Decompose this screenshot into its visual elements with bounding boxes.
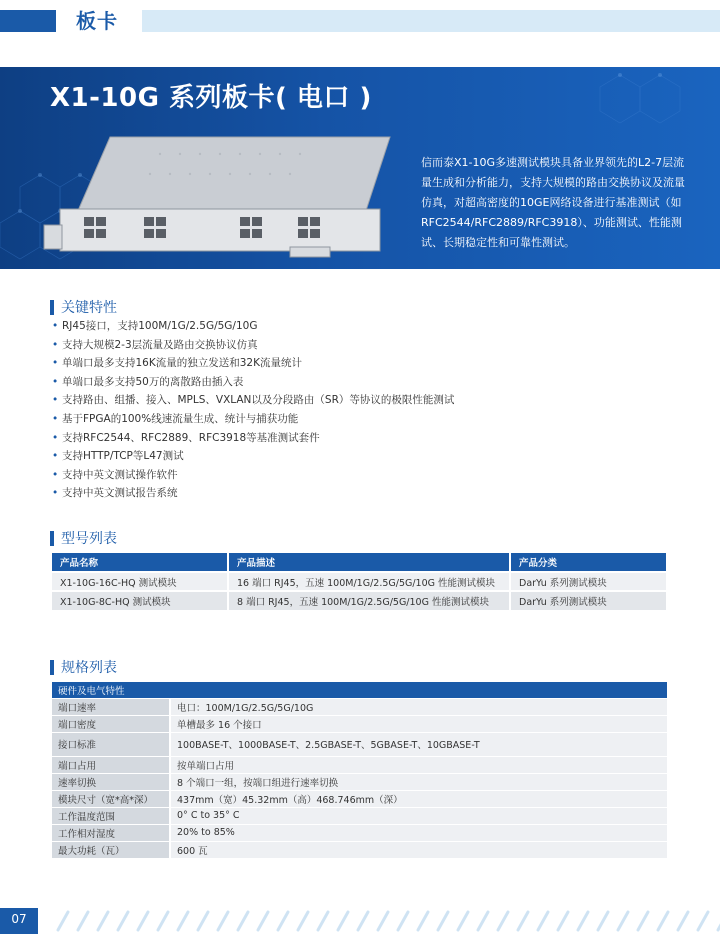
bullet-icon: • — [52, 320, 59, 332]
page-number: 07 — [0, 908, 38, 934]
bullet-icon: • — [52, 412, 59, 425]
board-product-image — [40, 129, 400, 259]
table-header-row — [52, 682, 667, 698]
spec-key: 端口速率 — [52, 698, 170, 715]
models-heading — [50, 528, 117, 548]
table-cell: X1-10G-16C-HQ 测试模块 — [52, 572, 228, 591]
bullet-icon: • — [52, 487, 59, 500]
column-header: 产品名称 — [52, 553, 228, 572]
header-accent-bar — [0, 10, 56, 32]
table-cell: X1-10G-8C-HQ 测试模块 — [52, 591, 228, 610]
models-heading-text: 型号列表 — [61, 531, 117, 547]
list-item — [52, 317, 454, 336]
feature-text: 支持HTTP/TCP等L47测试 — [62, 450, 184, 463]
table-row — [52, 807, 667, 824]
spec-key: 速率切换 — [52, 773, 170, 790]
list-item — [52, 391, 454, 410]
spec-value: 0° C to 35° C — [170, 807, 667, 824]
spec-key: 端口占用 — [52, 756, 170, 773]
spec-key: 工作相对湿度 — [52, 824, 170, 841]
table-row — [52, 841, 667, 858]
table-cell: 8 端口 RJ45，五速 100M/1G/2.5G/5G/10G 性能测试模块 — [228, 591, 510, 610]
table-row — [52, 824, 667, 841]
bullet-icon: • — [52, 450, 59, 463]
feature-text: 支持大规模2-3层流量及路由交换协议仿真 — [62, 338, 258, 351]
feature-list — [52, 317, 454, 503]
list-item — [52, 410, 454, 429]
feature-text: 支持RFC2544、RFC2889、RFC3918等基准测试套件 — [62, 431, 320, 444]
list-item — [52, 447, 454, 466]
bullet-icon: • — [52, 375, 59, 388]
table-row — [52, 715, 667, 732]
spec-table — [52, 682, 667, 858]
section-title: 板卡 — [76, 9, 118, 33]
table-row — [52, 698, 667, 715]
feature-text: 支持中英文测试操作软件 — [62, 468, 178, 481]
feature-text: RJ45接口，支持100M/1G/2.5G/5G/10G — [62, 320, 258, 332]
spec-value: 600 瓦 — [170, 841, 667, 858]
list-item — [52, 466, 454, 485]
spec-key: 接口标准 — [52, 732, 170, 756]
header-band — [142, 10, 720, 32]
spec-value: 100BASE-T、1000BASE-T、2.5GBASE-T、5GBASE-T、10GBASE-T — [170, 732, 667, 756]
footer-stripe-pattern — [50, 908, 720, 934]
list-item — [52, 373, 454, 392]
list-item — [52, 336, 454, 355]
table-row — [52, 756, 667, 773]
feature-text: 支持路由、组播、接入、MPLS、VXLAN以及分段路由（SR）等协议的极限性能测试 — [62, 394, 455, 407]
list-item — [52, 429, 454, 448]
table-cell: DarYu 系列测试模块 — [510, 591, 667, 610]
table-header-row — [52, 553, 667, 572]
spec-value: 8 个端口一组，按端口组进行速率切换 — [170, 773, 667, 790]
table-cell: DarYu 系列测试模块 — [510, 572, 667, 591]
spec-value: 20% to 85% — [170, 824, 667, 841]
table-row — [52, 790, 667, 807]
heading-bar — [50, 300, 54, 315]
model-table — [52, 553, 668, 610]
column-header: 产品分类 — [510, 553, 667, 572]
table-row — [52, 773, 667, 790]
heading-bar — [50, 531, 54, 546]
spec-key: 工作温度范围 — [52, 807, 170, 824]
spec-group-title: 硬件及电气特性 — [52, 682, 667, 698]
list-item — [52, 354, 454, 373]
spec-key: 模块尺寸（宽*高*深） — [52, 790, 170, 807]
product-description: 信而泰X1-10G多速测试模块具备业界领先的L2-7层流量生成和分析能力，支持大规模的路由交换协议及流量仿真，对超高密度的10GE网络设备进行基准测试（如RFC2544/RFC2889/RFC3918）、功能测试、性能测试、长期稳定性和可靠性测试。 — [421, 156, 685, 249]
feature-text: 单端口最多支持50万的离散路由插入表 — [62, 375, 244, 388]
spec-value: 电口：100M/1G/2.5G/5G/10G — [170, 698, 667, 715]
spec-value: 437mm（宽）45.32mm（高）468.746mm（深） — [170, 790, 667, 807]
spec-key: 最大功耗（瓦） — [52, 841, 170, 858]
spec-value: 按单端口占用 — [170, 756, 667, 773]
table-row — [52, 732, 667, 756]
hero-banner — [0, 67, 720, 269]
bullet-icon: • — [52, 338, 59, 351]
table-row — [52, 591, 667, 610]
product-title: X1-10G 系列板卡( 电口 ) — [50, 83, 372, 113]
feature-text: 基于FPGA的100%线速流量生成、统计与捕获功能 — [62, 412, 299, 425]
table-row — [52, 572, 667, 591]
feature-text: 单端口最多支持16K流量的独立发送和32K流量统计 — [62, 357, 302, 370]
column-header: 产品描述 — [228, 553, 510, 572]
features-heading-text: 关键特性 — [61, 300, 117, 316]
features-heading — [50, 297, 117, 317]
feature-text: 支持中英文测试报告系统 — [62, 487, 178, 500]
bullet-icon: • — [52, 431, 59, 444]
heading-bar — [50, 660, 54, 675]
bullet-icon: • — [52, 468, 59, 481]
spec-value: 单槽最多 16 个接口 — [170, 715, 667, 732]
list-item — [52, 484, 454, 503]
table-cell: 16 端口 RJ45，五速 100M/1G/2.5G/5G/10G 性能测试模块 — [228, 572, 510, 591]
bullet-icon: • — [52, 357, 59, 370]
specs-heading-text: 规格列表 — [61, 660, 117, 676]
spec-key: 端口密度 — [52, 715, 170, 732]
specs-heading — [50, 657, 117, 677]
bullet-icon: • — [52, 394, 59, 407]
